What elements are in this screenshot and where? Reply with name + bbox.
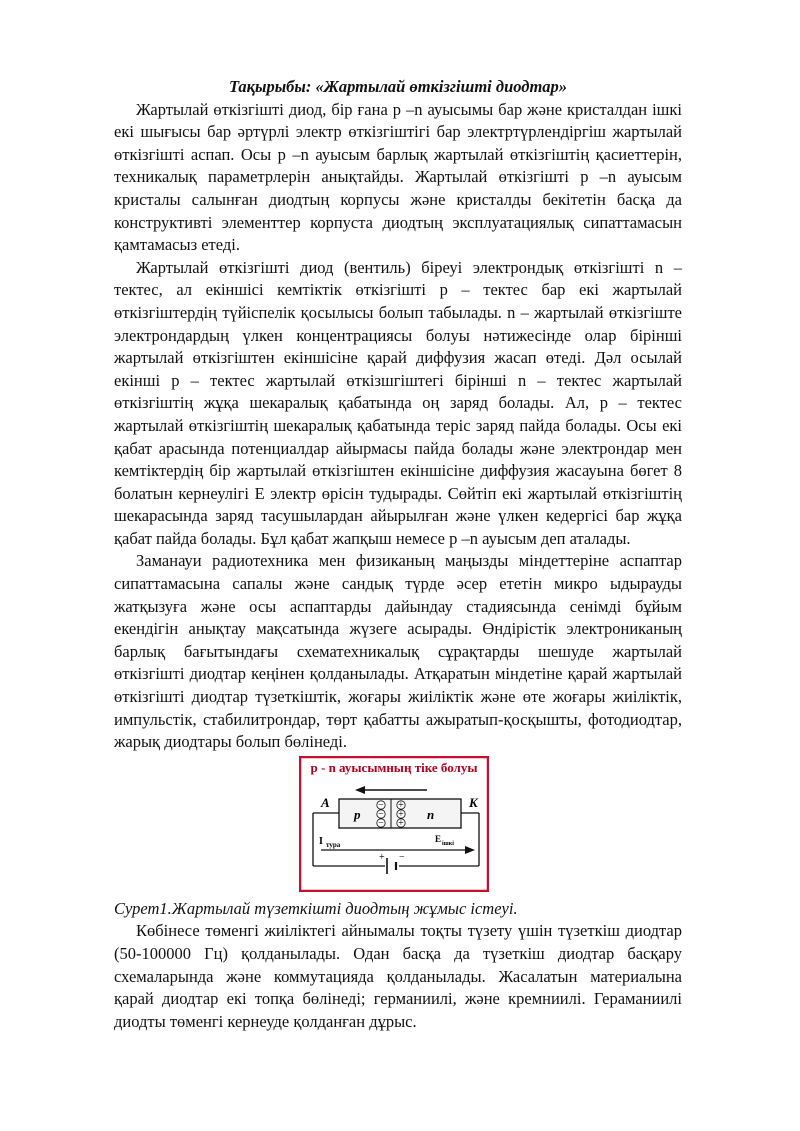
plus-sign: +: [398, 817, 404, 829]
battery-plus: +: [379, 851, 385, 863]
paragraph-1: Жартылай өткізгішті диод, бір ғана р –n ауысымы бар және кристалдан ішкі екі шығысы бар әртүрлі электр өткізгіштігі бар электртүрлендіргіш жартылай өткізгішті аспап. Осы р –n ауысым барлық жартылай өткізгіштің қасиеттерін, техникалық параметрлерін анықтайды. Жартылай өткізгішті р –n ауысым кристалы салынған диодтың корпусы және кристалды бекітетін басқа да конструктивті элементтер корпуста диодтың эксплуатациялық сипаттамасын қамтамасыз етеді.: [114, 99, 682, 255]
current-label: I: [319, 835, 323, 847]
minus-sign: −: [378, 808, 384, 820]
current-subscript: тура: [326, 840, 341, 849]
paragraph-2: Жартылай өткізгішті диод (вентиль) біреуі электрондық өткізгішті n – тектес, ал екіншісі кемтіктік өткізгішті р – тектес бар екі жартылай өткізгіштердің түйіспелік қосылысы болып табылады. n – жартылай өткізгіште электрондардың үлкен концентрациясы болуы нәтижесінде олар бірінші жартылай өткізгіштен екіншісіне қарай диффузия жасап өтеді. Дәл осылай екінші р – тектес жартылай өткізшгіштегі бірінші n – тектес жартылай өткізгіштің жұқа шекаралық қабатында оң заряд болады. Ал, р – тектес жартылай өткізгіштің шекаралық қабатында теріс заряд пайда болады. Осы екі қабат арасында потенциалдар айырмасы пайда болады және электрондар мен кемтіктердің бір жартылай өткізгіштен екіншісіне диффузия жасауына бөгет 8 болатын кернеулігі Е электр өрісін тудырады. Сөйтіп екі жартылай өткізгіштің шекарасында заряд тасушылардан айырылған және үлкен кедергісі бар жұқа қабат пайда болады. Бұл қабат жапқыш немесе р –n ауысым деп аталады.: [114, 257, 682, 548]
p-region-label: p: [354, 806, 361, 822]
document-page: [114, 76, 682, 1033]
document-title: Тақырыбы: «Жартылай өткізгішті диодтар»: [228, 77, 568, 96]
field-label: E: [435, 833, 442, 844]
anode-label: A: [321, 794, 330, 810]
paragraph-4: Көбінесе төменгі жиіліктегі айнымалы тоқты түзету үшін түзеткіш диодтар (50-100000 Гц) қолданылады. Одан басқа да түзеткіш диодтар басқару схемаларында және коммутацияда қолданылады. Жасалатын материалына қарай диодтар екі топқа бөлінеді; германиилі, және кремниилі. Гераманиилі диодты төменгі кернеуде қолданған дұрыс.: [114, 921, 682, 1031]
minus-sign: −: [378, 817, 384, 829]
minus-sign: −: [378, 799, 384, 811]
plus-sign: +: [398, 799, 404, 811]
n-region-label: n: [427, 806, 435, 822]
field-subscript: ішкі: [442, 840, 454, 847]
plus-sign: +: [398, 808, 404, 820]
paragraph-3: Заманауи радиотехника мен физиканың маңызды міндеттеріне аспаптар сипаттамасына сапалы және сандық түрде әсер ететін микро ыдырауды жатқызуға және осы аспаптарды дайындау стадиясында сенімді бұйым екендігін анықтау мақсатында жүзеге асырады. Өндірістік электрониканың барлық бағытындағы схематехникалық сұрақтарды шешуде жартылай өткізгішті диодтар кеңінен қолданылады. Атқаратын міндетіне қарай жартылай өткізгішті диодтар түзеткіштік, жоғары жиіліктік және өте жоғары жиіліктік, импульстік, стабилитрондар, төрт қабатты ажыратып-қосқышты, фотодиодтар, жарық диодтары болып бөлінеді.: [114, 551, 682, 752]
diode-figure: [114, 756, 682, 894]
figure-caption: Сурет1.Жартылай түзеткішті диодтың жұмыс істеуі.: [114, 898, 518, 918]
negative-charge-column: [377, 800, 385, 829]
cathode-label: K: [469, 794, 478, 810]
battery-minus: −: [399, 851, 405, 863]
pn-junction-diagram: [299, 756, 489, 892]
positive-charge-column: [397, 800, 405, 829]
figure-heading: p - n ауысымның тіке болуы: [310, 759, 478, 775]
